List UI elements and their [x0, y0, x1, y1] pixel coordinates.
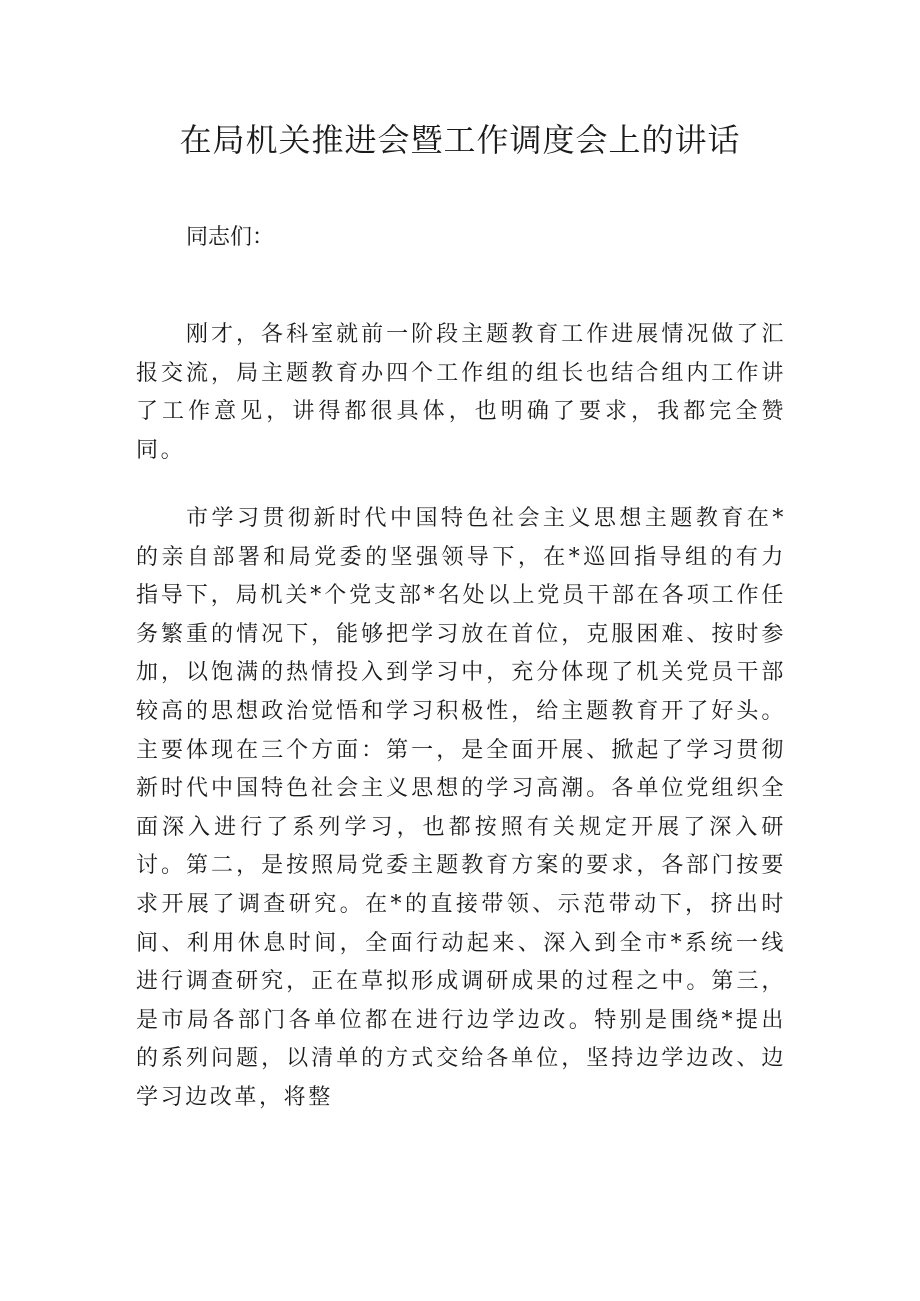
- paragraph-1: 刚才，各科室就前一阶段主题教育工作进展情况做了汇报交流，局主题教育办四个工作组的组长也结合组内工作讲了工作意见，讲得都很具体，也明确了要求，我都完全赞同。: [136, 322, 786, 463]
- document-title: 在局机关推进会暨工作调度会上的讲话: [179, 121, 741, 159]
- paragraph-2: 市学习贯彻新时代中国特色社会主义思想主题教育在*的亲自部署和局党委的坚强领导下，在*巡回指导组的有力指导下，局机关*个党支部*名处以上党员干部在各项工作任务繁重的情况下，能够把学习放在首位，克服困难、按时参加，以饱满的热情投入到学习中，充分体现了机关党员干部较高的思想政治觉悟和学习积极性，给主题教育开了好头。主要体现在三个方面：第一，是全面开展、掀起了学习贯彻新时代中国特色社会主义思想的学习高潮。各单位党组织全面深入进行了系列学习，也都按照有关规定开展了深入研讨。第二，是按照局党委主题教育方案的要求，各部门按要求开展了调查研究。在*的直接带领、示范带动下，挤出时间、利用休息时间，全面行动起来、深入到全市*系统一线进行调查研究，正在草拟形成调研成果的过程之中。第三，是市局各部门各单位都在进行边学边改。特别是围绕*提出的系列问题，以清单的方式交给各单位，坚持边学边改、边学习边改革，将整: [136, 506, 786, 1110]
- salutation: 同志们：: [186, 225, 275, 250]
